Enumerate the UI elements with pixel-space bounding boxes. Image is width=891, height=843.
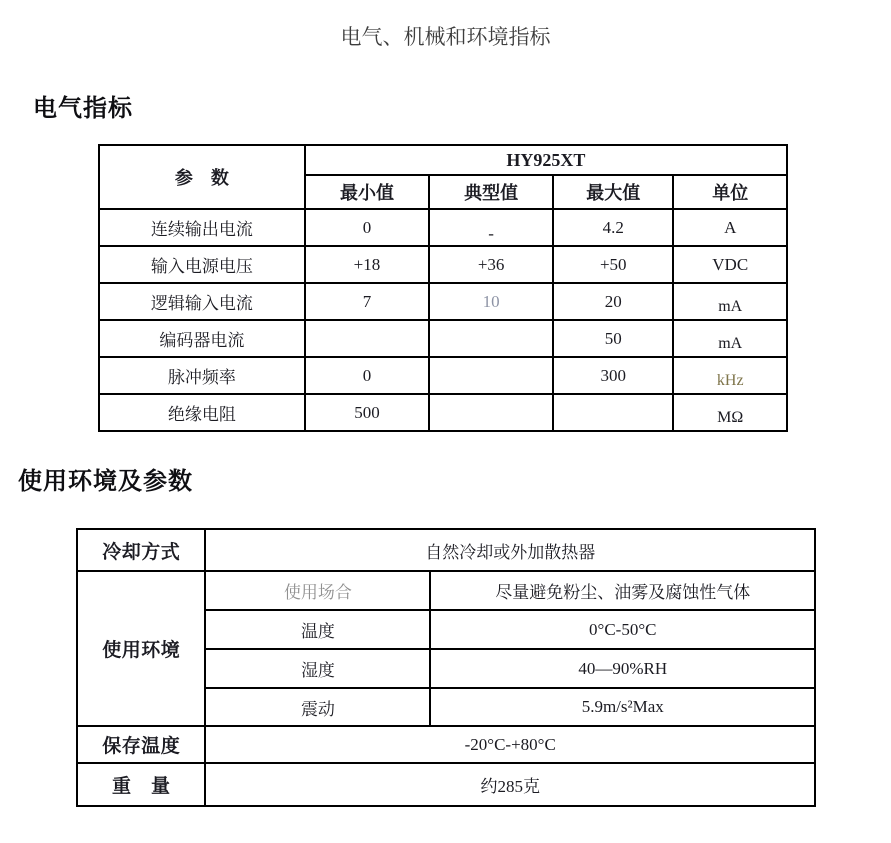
unit-value: mA: [673, 283, 787, 320]
param-name: 逻辑输入电流: [99, 283, 305, 320]
max-value: 50: [553, 320, 673, 357]
table-row: [77, 763, 815, 806]
unit-value: A: [673, 209, 787, 246]
typ-value: +36: [429, 246, 553, 283]
param-header-cell: 参 数: [99, 145, 305, 209]
env-row-name: 震动: [205, 688, 430, 726]
param-name: 输入电源电压: [99, 246, 305, 283]
col-header-typ: 典型值: [429, 175, 553, 209]
col-header-unit: 单位: [673, 175, 787, 209]
unit-value: VDC: [673, 246, 787, 283]
min-value: 500: [305, 394, 430, 431]
env-row-value: 尽量避免粉尘、油雾及腐蚀性气体: [430, 571, 815, 610]
weight-label: 重 量: [77, 763, 205, 806]
max-value: 4.2: [553, 209, 673, 246]
max-value: 20: [553, 283, 673, 320]
table-row: [99, 246, 787, 283]
table-row: [77, 726, 815, 763]
typ-value: [429, 357, 553, 394]
table-row: [99, 394, 787, 431]
typ-value: -: [429, 209, 553, 246]
max-value: +50: [553, 246, 673, 283]
typ-value: [429, 394, 553, 431]
table-row: [99, 283, 787, 320]
env-row-name: 温度: [205, 610, 430, 649]
min-value: +18: [305, 246, 430, 283]
cooling-value: 自然冷却或外加散热器: [205, 529, 815, 571]
env-row-name: 使用场合: [205, 571, 430, 610]
param-name: 脉冲频率: [99, 357, 305, 394]
table-header-row: [99, 145, 787, 175]
storage-temp-value: -20°C-+80°C: [205, 726, 815, 763]
table-row: [77, 571, 815, 610]
col-header-max: 最大值: [553, 175, 673, 209]
electrical-section-heading: 电气指标: [33, 96, 133, 122]
unit-value: MΩ: [673, 394, 787, 431]
env-row-value: 5.9m/s²Max: [430, 688, 815, 726]
unit-value: mA: [673, 320, 787, 357]
min-value: 7: [305, 283, 430, 320]
table-row: [99, 357, 787, 394]
electrical-spec-table: [98, 144, 788, 432]
weight-value: 约285克: [205, 763, 815, 806]
env-row-name: 湿度: [205, 649, 430, 688]
storage-temp-label: 保存温度: [77, 726, 205, 763]
environment-spec-table: [76, 528, 816, 807]
environment-section-heading: 使用环境及参数: [18, 469, 193, 495]
table-row: [99, 320, 787, 357]
min-value: 0: [305, 357, 430, 394]
table-row: [99, 209, 787, 246]
typ-value: [429, 320, 553, 357]
min-value: 0: [305, 209, 430, 246]
cooling-label: 冷却方式: [77, 529, 205, 571]
env-row-value: 0°C-50°C: [430, 610, 815, 649]
unit-value: kHz: [673, 357, 787, 394]
env-row-value: 40—90%RH: [430, 649, 815, 688]
max-value: [553, 394, 673, 431]
param-name: 编码器电流: [99, 320, 305, 357]
max-value: 300: [553, 357, 673, 394]
table-row: [77, 529, 815, 571]
model-header-cell: HY925XT: [305, 145, 787, 175]
param-name: 连续输出电流: [99, 209, 305, 246]
param-name: 绝缘电阻: [99, 394, 305, 431]
page-title: 电气、机械和环境指标: [340, 26, 551, 49]
typ-value: 10: [429, 283, 553, 320]
environment-label: 使用环境: [77, 571, 205, 726]
min-value: [305, 320, 430, 357]
col-header-min: 最小值: [305, 175, 430, 209]
